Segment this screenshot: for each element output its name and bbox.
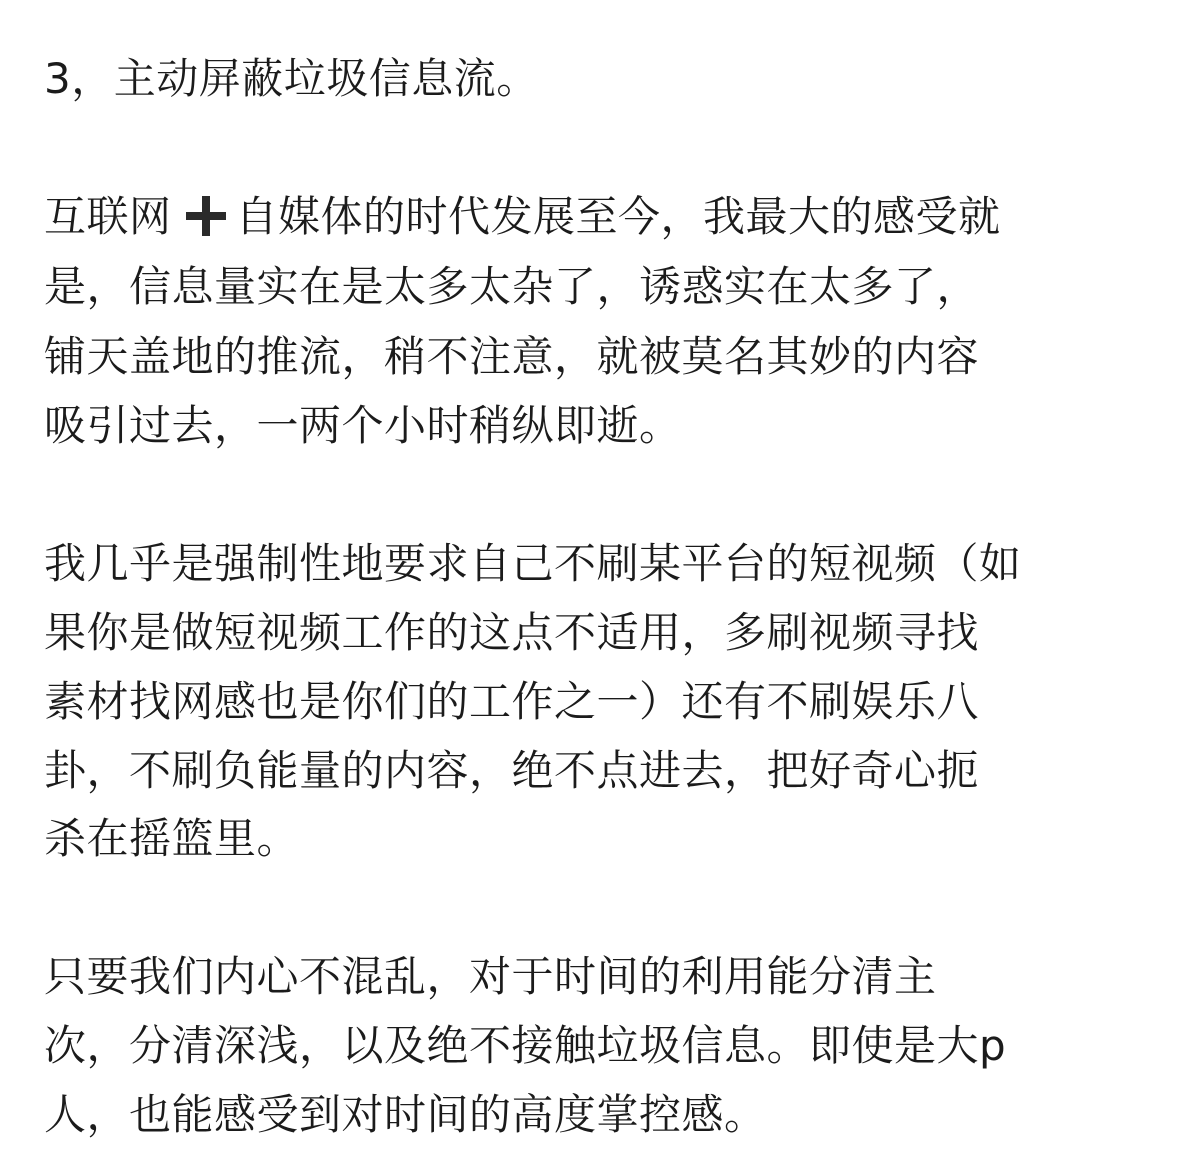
paragraph-1-line-3: 铺天盖地的推流，稍不注意，就被莫名其妙的内容 [44, 332, 980, 381]
paragraph-3-line-2: 次，分清深浅，以及绝不接触垃圾信息。即使是大p [44, 1021, 1007, 1070]
line-text-before-icon: 互联网 [44, 192, 172, 241]
paragraph-1-line-1 [44, 192, 1001, 241]
paragraph-2-line-5: 杀在摇篮里。 [44, 814, 300, 863]
line-text-after-icon: 自媒体的时代发展至今，我最大的感受就 [235, 192, 1001, 241]
plus-icon [186, 196, 226, 236]
paragraph-2-line-2: 果你是做短视频工作的这点不适用，多刷视频寻找 [44, 608, 980, 657]
paragraph-2-line-4: 卦，不刷负能量的内容，绝不点进去，把好奇心扼 [44, 746, 980, 795]
paragraph-1-line-2: 是，信息量实在是太多太杂了，诱惑实在太多了， [44, 262, 980, 311]
paragraph-1-line-4: 吸引过去，一两个小时稍纵即逝。 [44, 401, 682, 450]
paragraph-3-line-1: 只要我们内心不混乱，对于时间的利用能分清主 [44, 952, 937, 1001]
paragraph-3-line-3: 人，也能感受到对时间的高度掌控感。 [44, 1090, 767, 1139]
paragraph-2-line-1: 我几乎是强制性地要求自己不刷某平台的短视频（如 [44, 539, 1022, 588]
paragraph-2-line-3: 素材找网感也是你们的工作之一）还有不刷娱乐八 [44, 677, 980, 726]
section-heading: 3，主动屏蔽垃圾信息流。 [44, 54, 539, 103]
